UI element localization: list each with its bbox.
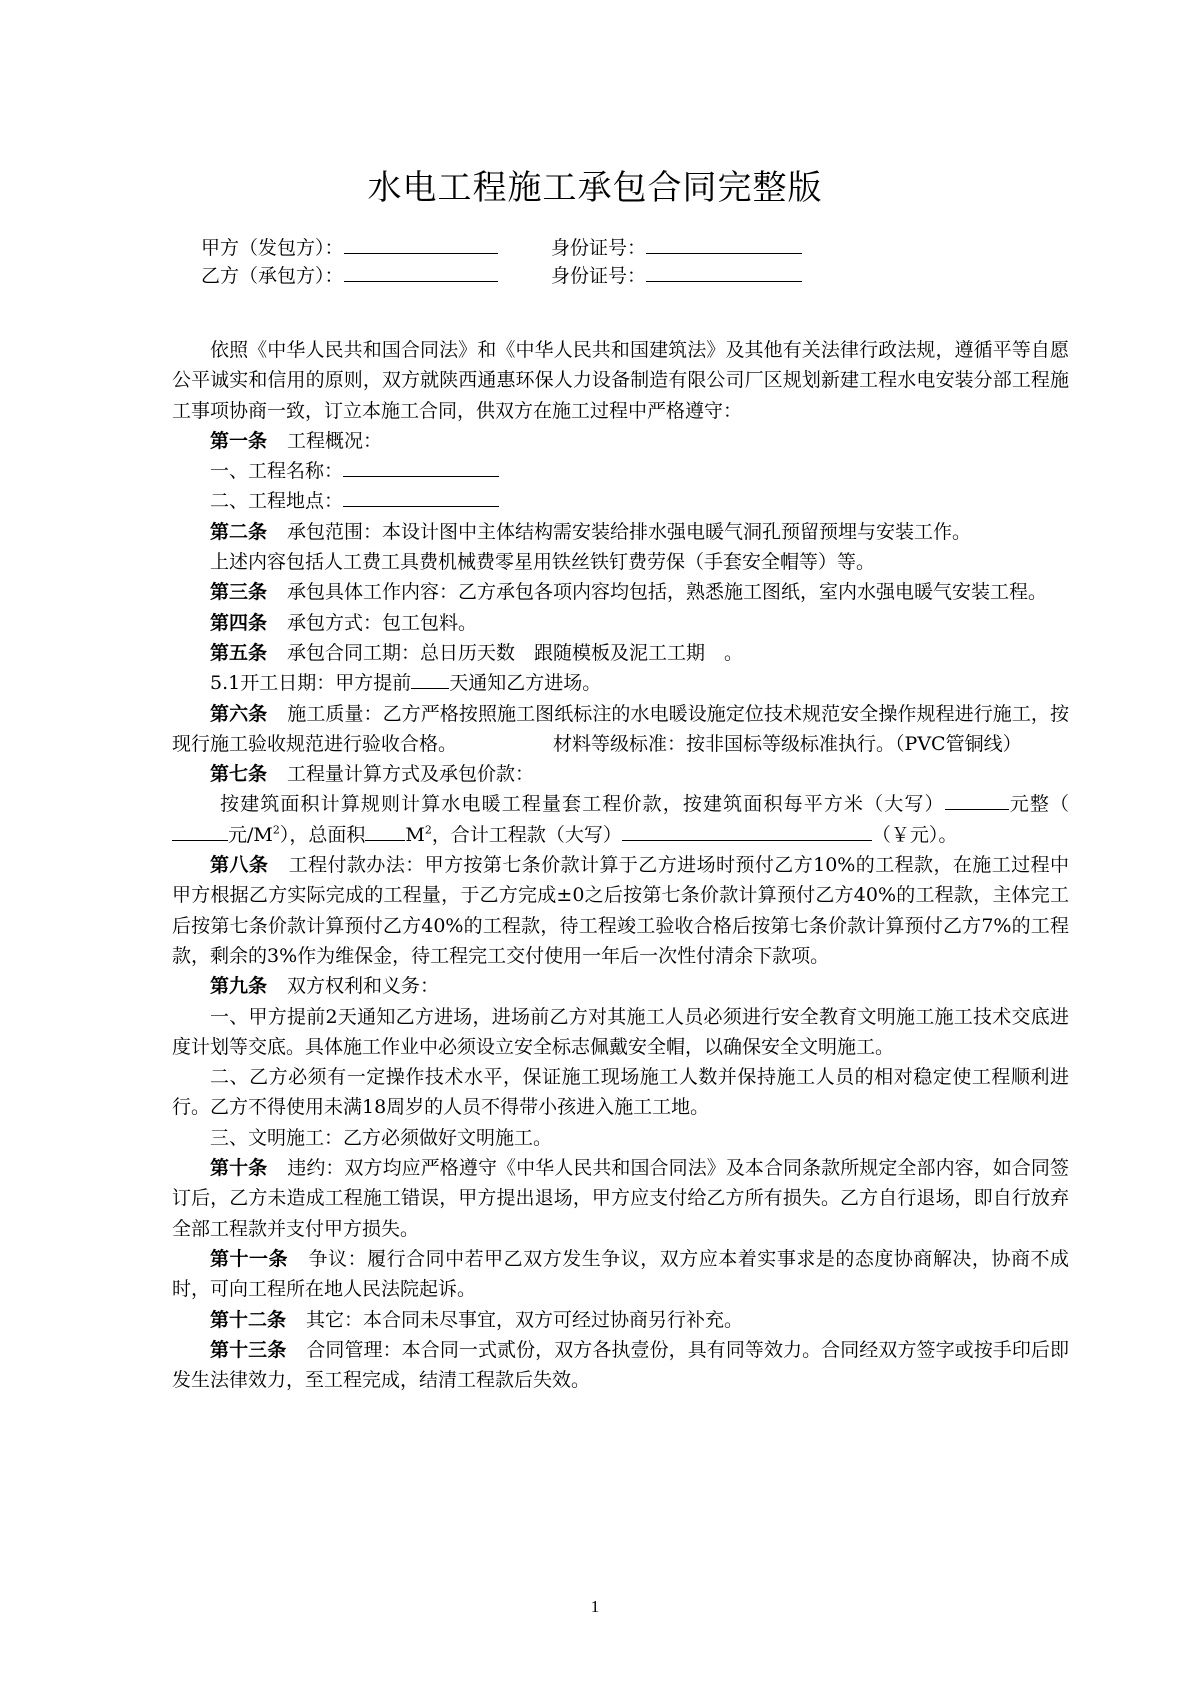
project-location-blank <box>343 488 499 507</box>
article-5-start-date <box>172 668 1069 698</box>
article-5-heading: 第五条 <box>210 641 268 664</box>
party-b-line <box>201 262 498 290</box>
party-b-id-blank <box>646 263 802 282</box>
pricing-text-2: 元整（ <box>1008 793 1069 816</box>
article-3-heading: 第三条 <box>210 581 268 604</box>
article-9-item-3: 三、文明施工：乙方必须做好文明施工。 <box>210 1126 553 1149</box>
page-number: 1 <box>590 1597 600 1616</box>
article-8-text: 工程付款办法：甲方按第七条价款计算于乙方进场时预付乙方10%的工程款，在施工过程中甲方根据乙方实际完成的工程量，于乙方完成±0之后按第七条价款计算预付乙方40%的工程款，主体完工后按第七条价款计算预付乙方40%的工程款，待工程竣工验收合格后按第七条价款计算预付乙方7%的工程款，剩余的3%作为维保金，待工程完工交付使用一年后一次性付清余下款项。 <box>172 854 1069 967</box>
article-1 <box>172 426 1069 456</box>
document-title: 水电工程施工承包合同完整版 <box>367 168 823 208</box>
project-name-blank <box>343 458 499 477</box>
article-7-pricing <box>172 789 1069 850</box>
article-6-text: 施工质量：乙方严格按照施工图纸标注的水电暖设施定位技术规范安全操作规程进行施工，按现行施工验收规范进行验收合格。 <box>172 702 1069 755</box>
party-a-id-blank <box>646 235 802 254</box>
article-9 <box>172 971 1069 1001</box>
article-6-heading: 第六条 <box>210 702 268 725</box>
article-3 <box>172 577 1069 607</box>
pricing-text-1: 按建筑面积计算规则计算水电暖工程量套工程价款，按建筑面积每平方米（大写） <box>220 793 945 816</box>
project-location-label: 二、工程地点： <box>210 490 344 513</box>
start-date-text-b: 天通知乙方进场。 <box>449 672 602 695</box>
article-4-heading: 第四条 <box>210 611 268 634</box>
party-a-id-line <box>551 234 802 262</box>
article-1-heading: 第一条 <box>210 429 268 452</box>
article-2-extra: 上述内容包括人工费工具费机械费零星用铁丝铁钉费劳保（手套安全帽等）等。 <box>210 551 876 574</box>
article-8-heading: 第八条 <box>210 854 269 877</box>
total-price-words-blank <box>622 822 872 841</box>
area-superscript: 2 <box>424 823 432 837</box>
article-4-text: 承包方式：包工包料。 <box>287 611 478 634</box>
article-11-heading: 第十一条 <box>210 1247 289 1270</box>
article-9-item-2: 二、乙方必须有一定操作技术水平，保证施工现场施工人数并保持施工人员的相对稳定使工程顺利进行。乙方不得使用未满18周岁的人员不得带小孩进入施工工地。 <box>172 1066 1069 1119</box>
article-1-text: 工程概况： <box>287 429 383 452</box>
party-b-blank <box>344 263 498 282</box>
party-a-label: 甲方（发包方）： <box>201 237 344 259</box>
article-6-standard: 材料等级标准：按非国标等级标准执行。 <box>553 732 896 755</box>
article-6-extra: （PVC管铜线） <box>895 732 1022 755</box>
start-date-text-a: 5.1开工日期：甲方提前 <box>210 672 412 695</box>
party-b-id-label: 身份证号： <box>551 265 647 287</box>
project-name-line <box>172 456 1069 486</box>
total-area-blank <box>365 822 405 841</box>
article-5-text: 承包合同工期：总日历天数 跟随模板及泥工工期 。 <box>287 641 744 664</box>
project-location-line <box>172 486 1069 516</box>
party-a-line <box>201 234 498 262</box>
unit-price-words-blank <box>945 791 1009 810</box>
article-3-text: 承包具体工作内容：乙方承包各项内容均包括，熟悉施工图纸，室内水强电暖气安装工程。 <box>287 581 1048 604</box>
article-13-text: 合同管理：本合同一式贰份，双方各执壹份，具有同等效力。合同经双方签字或按手印后即发生法律效力，至工程完成，结清工程款后失效。 <box>172 1338 1069 1392</box>
project-name-label: 一、工程名称： <box>210 460 344 483</box>
article-12 <box>172 1305 1069 1335</box>
article-9-heading: 第九条 <box>210 975 268 998</box>
pricing-text-6: ，合计工程款（大写） <box>431 823 622 846</box>
party-a-id-label: 身份证号： <box>551 237 647 259</box>
pricing-text-3: 元/M <box>228 823 273 846</box>
pricing-text-8: 元）。 <box>909 823 958 846</box>
article-11 <box>172 1244 1069 1305</box>
article-4 <box>172 608 1069 638</box>
contract-body <box>172 335 1069 1395</box>
article-2-text: 承包范围：本设计图中主体结构需安装给排水强电暖气洞孔预留预埋与安装工作。 <box>287 520 972 543</box>
notice-days-blank <box>411 670 449 689</box>
article-9-item-1: 一、甲方提前2天通知乙方进场，进场前乙方对其施工人员必须进行安全教育文明施工施工技术交底进度计划等交底。具体施工作业中必须设立安全标志佩戴安全帽，以确保安全文明施工。 <box>172 1005 1069 1058</box>
party-b-id-line <box>551 262 802 290</box>
unit-superscript: 2 <box>272 823 280 837</box>
pricing-text-5: M <box>405 823 425 846</box>
intro-paragraph: 依照《中华人民共和国合同法》和《中华人民共和国建筑法》及其他有关法律行政法规，遵循平等自愿公平诚实和信用的原则，双方就陕西通惠环保人力设备制造有限公司厂区规划新建工程水电安装分部工程施工事项协商一致，订立本施工合同，供双方在施工过程中严格遵守： <box>172 339 1069 422</box>
article-7-heading: 第七条 <box>210 763 268 786</box>
pricing-text-4: ），总面积 <box>279 823 366 846</box>
article-12-text: 其它：本合同未尽事宜，双方可经过协商另行补充。 <box>306 1308 744 1331</box>
article-2-heading: 第二条 <box>210 520 268 543</box>
article-5 <box>172 638 1069 668</box>
article-10-text: 违约：双方均应严格遵守《中华人民共和国合同法》及本合同条款所规定全部内容，如合同签订后，乙方未造成工程施工错误，甲方提出退场，甲方应支付给乙方所有损失。乙方自行退场，即自行放弃全部工程款并支付甲方损失。 <box>172 1157 1069 1240</box>
unit-price-blank <box>172 822 228 841</box>
party-b-label: 乙方（承包方）： <box>201 265 344 287</box>
article-13-heading: 第十三条 <box>210 1338 287 1361</box>
article-2 <box>172 517 1069 547</box>
article-13 <box>172 1335 1069 1396</box>
article-9-text: 双方权利和义务： <box>287 975 440 998</box>
party-a-blank <box>344 235 498 254</box>
article-10-heading: 第十条 <box>210 1157 268 1180</box>
article-12-heading: 第十二条 <box>210 1308 287 1331</box>
article-10 <box>172 1153 1069 1244</box>
article-6 <box>172 699 1069 760</box>
article-7 <box>172 759 1069 789</box>
pricing-text-7: （￥ <box>871 823 910 846</box>
article-8 <box>172 850 1069 971</box>
article-11-text: 争议：履行合同中若甲乙双方发生争议，双方应本着实事求是的态度协商解决，协商不成时，可向工程所在地人民法院起诉。 <box>172 1247 1069 1301</box>
article-7-text: 工程量计算方式及承包价款： <box>287 763 535 786</box>
